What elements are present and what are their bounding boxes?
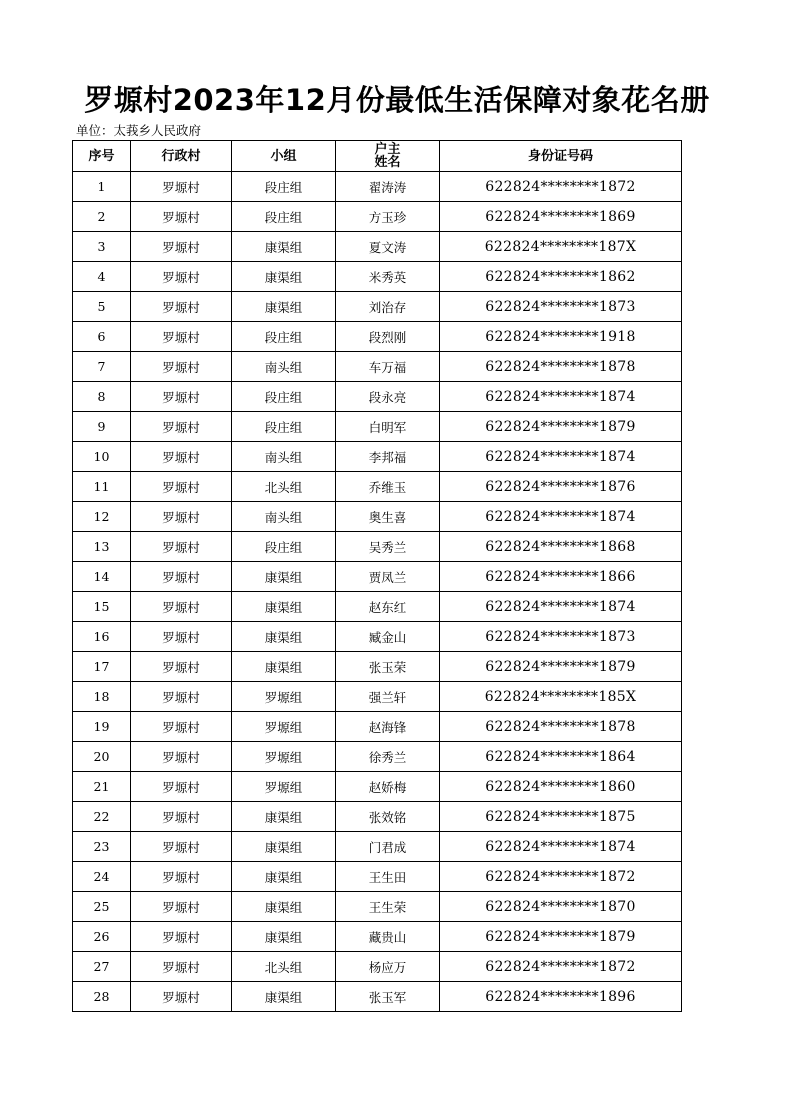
cell-seq: 11 — [73, 472, 131, 502]
cell-group: 康渠组 — [232, 232, 336, 262]
cell-village: 罗塬村 — [131, 472, 232, 502]
cell-seq: 7 — [73, 352, 131, 382]
cell-household-head: 张玉军 — [336, 982, 440, 1012]
cell-household-head: 门君成 — [336, 832, 440, 862]
table-row — [73, 922, 682, 952]
table-row — [73, 292, 682, 322]
cell-household-head: 吴秀兰 — [336, 532, 440, 562]
header-household-head — [336, 141, 440, 172]
cell-id-number: 622824********1864 — [440, 742, 682, 772]
table-row — [73, 232, 682, 262]
cell-household-head: 杨应万 — [336, 952, 440, 982]
cell-seq: 2 — [73, 202, 131, 232]
table-row — [73, 502, 682, 532]
cell-group: 南头组 — [232, 442, 336, 472]
cell-seq: 20 — [73, 742, 131, 772]
cell-id-number: 622824********1879 — [440, 922, 682, 952]
cell-village: 罗塬村 — [131, 202, 232, 232]
roster-table — [72, 140, 682, 1012]
cell-village: 罗塬村 — [131, 232, 232, 262]
cell-group: 康渠组 — [232, 892, 336, 922]
cell-group: 段庄组 — [232, 382, 336, 412]
cell-household-head: 翟涛涛 — [336, 172, 440, 202]
cell-group: 康渠组 — [232, 562, 336, 592]
header-row — [73, 141, 682, 172]
cell-seq: 13 — [73, 532, 131, 562]
cell-village: 罗塬村 — [131, 382, 232, 412]
header-head-line1: 户主 — [374, 142, 401, 157]
cell-household-head: 白明军 — [336, 412, 440, 442]
cell-group: 段庄组 — [232, 202, 336, 232]
cell-seq: 19 — [73, 712, 131, 742]
cell-group: 北头组 — [232, 952, 336, 982]
cell-household-head: 赵海锋 — [336, 712, 440, 742]
cell-seq: 6 — [73, 322, 131, 352]
table-row — [73, 742, 682, 772]
cell-id-number: 622824********1866 — [440, 562, 682, 592]
cell-village: 罗塬村 — [131, 592, 232, 622]
cell-household-head: 张效铭 — [336, 802, 440, 832]
cell-seq: 1 — [73, 172, 131, 202]
cell-id-number: 622824********1872 — [440, 862, 682, 892]
cell-village: 罗塬村 — [131, 742, 232, 772]
cell-household-head: 奥生喜 — [336, 502, 440, 532]
table-row — [73, 352, 682, 382]
cell-village: 罗塬村 — [131, 352, 232, 382]
table-row — [73, 622, 682, 652]
cell-village: 罗塬村 — [131, 532, 232, 562]
unit-label: 单位：太莪乡人民政府 — [76, 123, 202, 138]
cell-household-head: 车万福 — [336, 352, 440, 382]
cell-household-head: 王生荣 — [336, 892, 440, 922]
table-row — [73, 652, 682, 682]
cell-id-number: 622824********1874 — [440, 502, 682, 532]
cell-group: 罗塬组 — [232, 712, 336, 742]
cell-household-head: 乔维玉 — [336, 472, 440, 502]
cell-group: 段庄组 — [232, 322, 336, 352]
cell-seq: 14 — [73, 562, 131, 592]
cell-household-head: 段永亮 — [336, 382, 440, 412]
cell-id-number: 622824********1874 — [440, 442, 682, 472]
cell-id-number: 622824********187X — [440, 232, 682, 262]
cell-seq: 23 — [73, 832, 131, 862]
cell-seq: 10 — [73, 442, 131, 472]
cell-group: 段庄组 — [232, 412, 336, 442]
cell-household-head: 夏文涛 — [336, 232, 440, 262]
cell-household-head: 刘治存 — [336, 292, 440, 322]
cell-seq: 22 — [73, 802, 131, 832]
cell-id-number: 622824********185X — [440, 682, 682, 712]
table-row — [73, 172, 682, 202]
cell-group: 南头组 — [232, 502, 336, 532]
cell-id-number: 622824********1875 — [440, 802, 682, 832]
page-title: 罗塬村2023年12月份最低生活保障对象花名册 — [84, 83, 710, 117]
cell-village: 罗塬村 — [131, 412, 232, 442]
cell-seq: 21 — [73, 772, 131, 802]
cell-group: 北头组 — [232, 472, 336, 502]
table-row — [73, 952, 682, 982]
table-row — [73, 532, 682, 562]
cell-household-head: 徐秀兰 — [336, 742, 440, 772]
table-body — [73, 172, 682, 1012]
cell-id-number: 622824********1860 — [440, 772, 682, 802]
cell-id-number: 622824********1874 — [440, 592, 682, 622]
cell-village: 罗塬村 — [131, 442, 232, 472]
cell-group: 康渠组 — [232, 262, 336, 292]
table-header — [73, 141, 682, 172]
cell-village: 罗塬村 — [131, 622, 232, 652]
cell-village: 罗塬村 — [131, 862, 232, 892]
cell-seq: 27 — [73, 952, 131, 982]
cell-seq: 9 — [73, 412, 131, 442]
cell-household-head: 米秀英 — [336, 262, 440, 292]
cell-seq: 8 — [73, 382, 131, 412]
cell-household-head: 藏贵山 — [336, 922, 440, 952]
cell-group: 康渠组 — [232, 292, 336, 322]
cell-group: 康渠组 — [232, 802, 336, 832]
cell-id-number: 622824********1873 — [440, 292, 682, 322]
cell-seq: 3 — [73, 232, 131, 262]
cell-village: 罗塬村 — [131, 262, 232, 292]
cell-household-head: 段烈刚 — [336, 322, 440, 352]
header-id: 身份证号码 — [440, 141, 682, 172]
cell-seq: 26 — [73, 922, 131, 952]
table-row — [73, 892, 682, 922]
cell-group: 罗塬组 — [232, 742, 336, 772]
cell-seq: 12 — [73, 502, 131, 532]
cell-household-head: 臧金山 — [336, 622, 440, 652]
cell-group: 段庄组 — [232, 172, 336, 202]
cell-village: 罗塬村 — [131, 952, 232, 982]
cell-group: 南头组 — [232, 352, 336, 382]
cell-household-head: 方玉珍 — [336, 202, 440, 232]
cell-group: 康渠组 — [232, 982, 336, 1012]
table-row — [73, 982, 682, 1012]
table-row — [73, 832, 682, 862]
cell-id-number: 622824********1872 — [440, 952, 682, 982]
cell-group: 康渠组 — [232, 622, 336, 652]
cell-id-number: 622824********1868 — [440, 532, 682, 562]
header-group: 小组 — [232, 141, 336, 172]
table-row — [73, 772, 682, 802]
cell-village: 罗塬村 — [131, 682, 232, 712]
cell-seq: 25 — [73, 892, 131, 922]
cell-id-number: 622824********1896 — [440, 982, 682, 1012]
table-row — [73, 712, 682, 742]
header-village: 行政村 — [131, 141, 232, 172]
cell-id-number: 622824********1874 — [440, 382, 682, 412]
cell-id-number: 622824********1873 — [440, 622, 682, 652]
table-row — [73, 472, 682, 502]
cell-household-head: 强兰轩 — [336, 682, 440, 712]
cell-seq: 17 — [73, 652, 131, 682]
cell-seq: 16 — [73, 622, 131, 652]
cell-group: 康渠组 — [232, 862, 336, 892]
cell-household-head: 贾凤兰 — [336, 562, 440, 592]
cell-village: 罗塬村 — [131, 172, 232, 202]
cell-group: 罗塬组 — [232, 682, 336, 712]
cell-id-number: 622824********1878 — [440, 352, 682, 382]
table-row — [73, 442, 682, 472]
table-row — [73, 592, 682, 622]
table-row — [73, 412, 682, 442]
cell-village: 罗塬村 — [131, 502, 232, 532]
cell-household-head: 张玉荣 — [336, 652, 440, 682]
cell-seq: 4 — [73, 262, 131, 292]
cell-id-number: 622824********1879 — [440, 412, 682, 442]
cell-id-number: 622824********1918 — [440, 322, 682, 352]
cell-seq: 24 — [73, 862, 131, 892]
table-row — [73, 802, 682, 832]
cell-village: 罗塬村 — [131, 562, 232, 592]
cell-village: 罗塬村 — [131, 802, 232, 832]
cell-seq: 15 — [73, 592, 131, 622]
cell-id-number: 622824********1876 — [440, 472, 682, 502]
cell-household-head: 赵东红 — [336, 592, 440, 622]
cell-group: 段庄组 — [232, 532, 336, 562]
cell-id-number: 622824********1862 — [440, 262, 682, 292]
cell-village: 罗塬村 — [131, 322, 232, 352]
cell-household-head: 赵娇梅 — [336, 772, 440, 802]
cell-seq: 5 — [73, 292, 131, 322]
cell-village: 罗塬村 — [131, 712, 232, 742]
cell-id-number: 622824********1879 — [440, 652, 682, 682]
cell-village: 罗塬村 — [131, 922, 232, 952]
cell-group: 罗塬组 — [232, 772, 336, 802]
cell-id-number: 622824********1869 — [440, 202, 682, 232]
table-row — [73, 682, 682, 712]
cell-seq: 18 — [73, 682, 131, 712]
table-row — [73, 202, 682, 232]
header-head-line2: 姓名 — [374, 155, 401, 170]
cell-group: 康渠组 — [232, 652, 336, 682]
table-row — [73, 322, 682, 352]
cell-village: 罗塬村 — [131, 772, 232, 802]
cell-household-head: 王生田 — [336, 862, 440, 892]
header-seq: 序号 — [73, 141, 131, 172]
cell-id-number: 622824********1878 — [440, 712, 682, 742]
table-row — [73, 862, 682, 892]
cell-seq: 28 — [73, 982, 131, 1012]
cell-village: 罗塬村 — [131, 832, 232, 862]
table-row — [73, 262, 682, 292]
cell-village: 罗塬村 — [131, 652, 232, 682]
cell-id-number: 622824********1874 — [440, 832, 682, 862]
cell-group: 康渠组 — [232, 832, 336, 862]
cell-id-number: 622824********1872 — [440, 172, 682, 202]
cell-village: 罗塬村 — [131, 982, 232, 1012]
cell-group: 康渠组 — [232, 922, 336, 952]
cell-village: 罗塬村 — [131, 892, 232, 922]
cell-household-head: 李邦福 — [336, 442, 440, 472]
table-row — [73, 562, 682, 592]
cell-id-number: 622824********1870 — [440, 892, 682, 922]
cell-group: 康渠组 — [232, 592, 336, 622]
table-row — [73, 382, 682, 412]
cell-village: 罗塬村 — [131, 292, 232, 322]
